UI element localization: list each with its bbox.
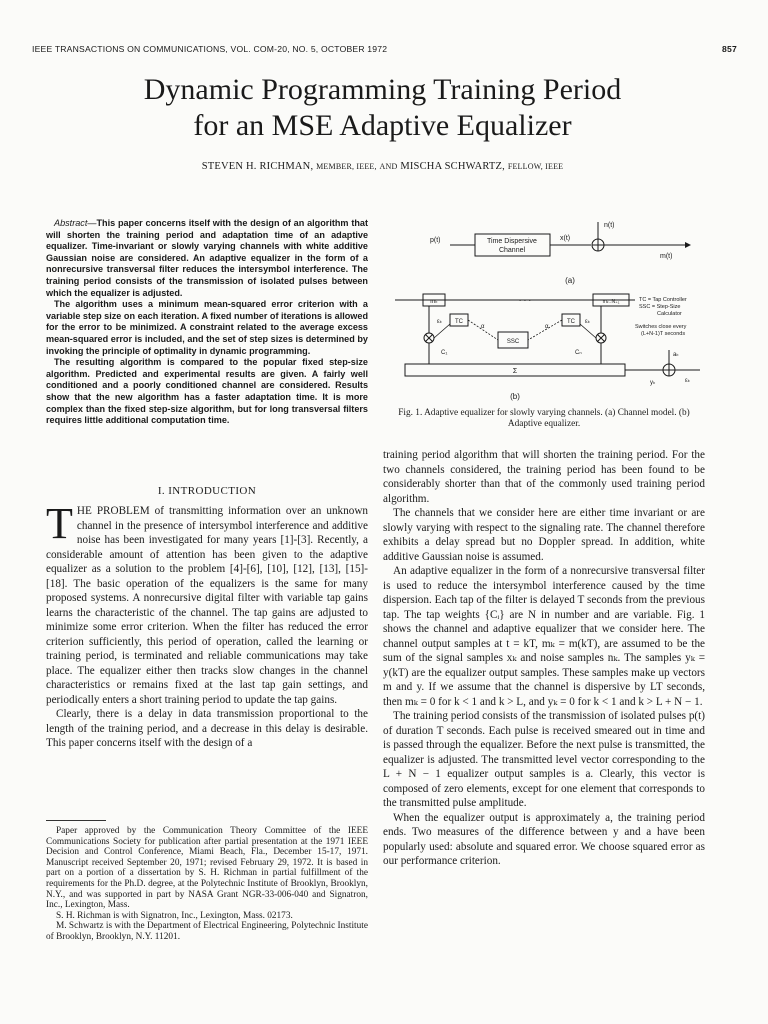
channel-block-line1: Time Dispersive xyxy=(487,238,537,245)
journal-name: IEEE TRANSACTIONS ON COMMUNICATIONS, VOL. COM-20, NO. 5, OCTOBER 1972 xyxy=(32,44,388,54)
footnote-2: S. H. Richman is with Signatron, Inc., Lexington, Mass. 02173. xyxy=(56,910,293,921)
page-number: 857 xyxy=(722,44,737,54)
tap-weight-cn: Cₙ xyxy=(575,350,582,356)
legend-switch: Switches close every xyxy=(635,324,687,330)
step-size-alpha-1: α xyxy=(481,324,485,330)
author-1: STEVEN H. RICHMAN, xyxy=(201,161,314,172)
right-paragraph-3: An adaptive equalizer in the form of a nonrecursive transversal filter is used to reduce the intersymbol interference caused by the time dispersion. Each tap of the filter is delayed T seconds from the previous tap. The tap weights {Cᵢ} are N in number and are variable. Fig. 1 shows the channel and adaptive equalizer that we consider here. The channel output samples at t = kT, mₖ = m(kT), are assumed to be the sum of the signal samples xₖ and noise samples nₖ. The samples yₖ = y(kT) are the equalizer output samples. These samples make up vectors m and y. If we assume that the channel is dispersive by LT seconds, then mₖ = 0 for k < 1 and k > L, and yₖ = 0 for k < 1 and k > L + N − 1. xyxy=(383,565,705,708)
tap-weight-c1: C₁ xyxy=(441,350,448,356)
section-heading-introduction: I. INTRODUCTION xyxy=(157,485,257,497)
figure-1b-label: (b) xyxy=(510,392,520,401)
last-tap-label: mₖ₋N₊₁ xyxy=(602,299,620,305)
right-paragraph-2: The channels that we consider here are either time invariant or are slowly varying with respect to the signaling rate. The channel therefore exhibits a delay spread but no Doppler spread. In addition, white additive Gaussian noise is assumed. xyxy=(383,507,705,563)
author-conjunction: AND xyxy=(379,162,398,171)
intro-paragraph-1: HE PROBLEM of transmitting information over an unknown channel in the presence of intersymbol interference and additive noise has been investigated for many years [1]-[3]. Recently, a considerable amount of attention has been given to the adaptive equalizer as a solution to the problem [4]-[6], [10], [12], [13], [15]-[18]. The basic operation of the equalizers is the same for many proposed systems. A nonrecursive digital filter with variable tap gains learns the characteristic of the channel. The tap gains are adjusted to minimize some error criterion. When the filter has reduced the error criterion sufficiently, this period of operation, called the learning or training period, is terminated and reliable communications may take place. The equalizer either then tracks slow changes in the channel characteristics or remains fixed at the last tap gain settings, and periodically enters a short training period to update the tap gains. xyxy=(46,505,368,706)
intro-paragraph-2: Clearly, there is a delay in data transmission proportional to the length of the training period, and a decrease in this delay is desirable. This paper concerns itself with the design of a xyxy=(46,708,368,749)
figure-1a-channel-model xyxy=(420,218,710,288)
tap-input-label: mₖ xyxy=(430,299,438,305)
right-column-text xyxy=(383,448,705,869)
right-paragraph-4: The training period consists of the transmission of isolated pulses p(t) of duration T seconds. Each pulse is received smeared out in time and is passed through the equalizer. Before the next pulse is transmitted, the equalizer is adjusted. The transmitted level vector corresponding to the L + N − 1 equalizer output samples is a. Clearly, this vector is composed of zero elements, except for one element that corresponds to the transmitted pulse amplitude. xyxy=(383,710,705,809)
right-paragraph-5: When the equalizer output is approximately a, the training period ends. Two measures of the difference between y and a have been popularly used: absolute and squared error. We choose squared error as our performance criterion. xyxy=(383,811,705,867)
footnote-divider xyxy=(46,820,106,821)
abstract xyxy=(46,218,368,427)
legend-ssc: SSC = Step-Size xyxy=(639,304,681,310)
introduction-text xyxy=(46,499,368,751)
desired-output-label: aₖ xyxy=(673,352,679,358)
drop-cap: T xyxy=(46,499,73,548)
footnotes xyxy=(46,826,368,943)
footnote-1: Paper approved by the Communication Theory Committee of the IEEE Communications Society for publication after partial presentation at the 1971 IEEE Decision and Control Conference, Miami Beach, Fla., December 15-17, 1971. Manuscript received September 20, 1971; revised February 29, 1972. It is based in part on a portion of a dissertation by S. H. Richman in partial fulfillment of the requirements for the Ph.D. degree, at the Polytechnic Institute of Brooklyn, Brooklyn, N.Y., and was supported in part by NASA Grant NGR-33-006-040 and Signatron, Inc., Lexington, Mass. xyxy=(46,826,368,911)
channel-output-label: x(t) xyxy=(560,235,571,242)
footnote-3: M. Schwartz is with the Department of Electrical Engineering, Polytechnic Institute of Brooklyn, Brooklyn, N.Y. 11201. xyxy=(46,921,368,942)
error-label-right: εₖ xyxy=(585,319,591,325)
error-label-left: εₖ xyxy=(437,319,443,325)
abstract-paragraph-1: This paper concerns itself with the design of an algorithm that will shorten the training period and adaptation time of an adaptive equalizer. Time-invariant or slowly varying channels with white additive Gaussian noise are considered. An adaptive equalizer in the form of a nonrecursive transversal filter reduces the intersymbol interference. The training period consists of the transmission of isolated pulses between which the equalizer is adjusted. xyxy=(46,218,368,298)
abstract-lead: Abstract— xyxy=(54,218,97,228)
abstract-paragraph-2: The algorithm uses a minimum mean-squared error criterion with a variable step size on each iteration. A fixed number of iterations is allowed for the error to be minimized. A constraint related to the average excess mean-squared error is included, and the set of step sizes is determined by invoking the principle of optimality in dynamic programming. xyxy=(46,299,368,356)
title-line-2: for an MSE Adaptive Equalizer xyxy=(193,109,572,142)
noise-label: n(t) xyxy=(604,222,615,229)
author-2-role: FELLOW, IEEE xyxy=(507,162,564,171)
legend-switch-period: (L+N-1)T seconds xyxy=(641,331,686,337)
figure-1b-adaptive-equalizer xyxy=(395,288,735,404)
figure-1a-label: (a) xyxy=(565,276,575,285)
delay-line-ellipsis: · · · xyxy=(518,296,532,305)
right-paragraph-1: training period algorithm that will shorten the training period. For the two channels considered, the training period has been found to be considerably shorter than that of the commonly used training period algorithm. xyxy=(383,449,705,505)
legend-ssc-cont: Calculator xyxy=(657,311,682,317)
author-1-role: MEMBER, IEEE, xyxy=(316,162,377,171)
channel-block-line2: Channel xyxy=(498,247,526,254)
author-line xyxy=(30,161,735,172)
paper-title xyxy=(30,72,735,144)
summation-symbol: Σ xyxy=(512,368,518,375)
step-size-calculator: SSC xyxy=(506,339,520,345)
tap-controller-1: TC xyxy=(455,319,463,325)
author-2: MISCHA SCHWARTZ, xyxy=(400,161,505,172)
title-line-1: Dynamic Programming Training Period xyxy=(143,73,622,106)
input-label: p(t) xyxy=(430,237,441,244)
error-output-label: εₖ xyxy=(685,378,691,384)
running-head xyxy=(32,44,737,54)
received-signal-label: m(t) xyxy=(660,253,673,260)
step-size-alpha-n: α xyxy=(545,324,549,330)
figure-1-caption: Fig. 1. Adaptive equalizer for slowly varying channels. (a) Channel model. (b) Adaptive equalizer. xyxy=(398,408,690,429)
abstract-paragraph-3: The resulting algorithm is compared to the popular fixed step-size algorithm. Predicted and experimental results are given. A fairly well conditioned and a poorly conditioned channel are considered. Results show that the new algorithm has a faster adaptation time. It is more complex than the fixed step-size algorithm, but for long transversal filters requires little additional computation time. xyxy=(46,357,368,426)
legend-tc: TC = Tap Controller xyxy=(639,297,687,303)
equalizer-output-label: yₖ xyxy=(650,380,656,386)
tap-controller-n: TC xyxy=(567,319,575,325)
